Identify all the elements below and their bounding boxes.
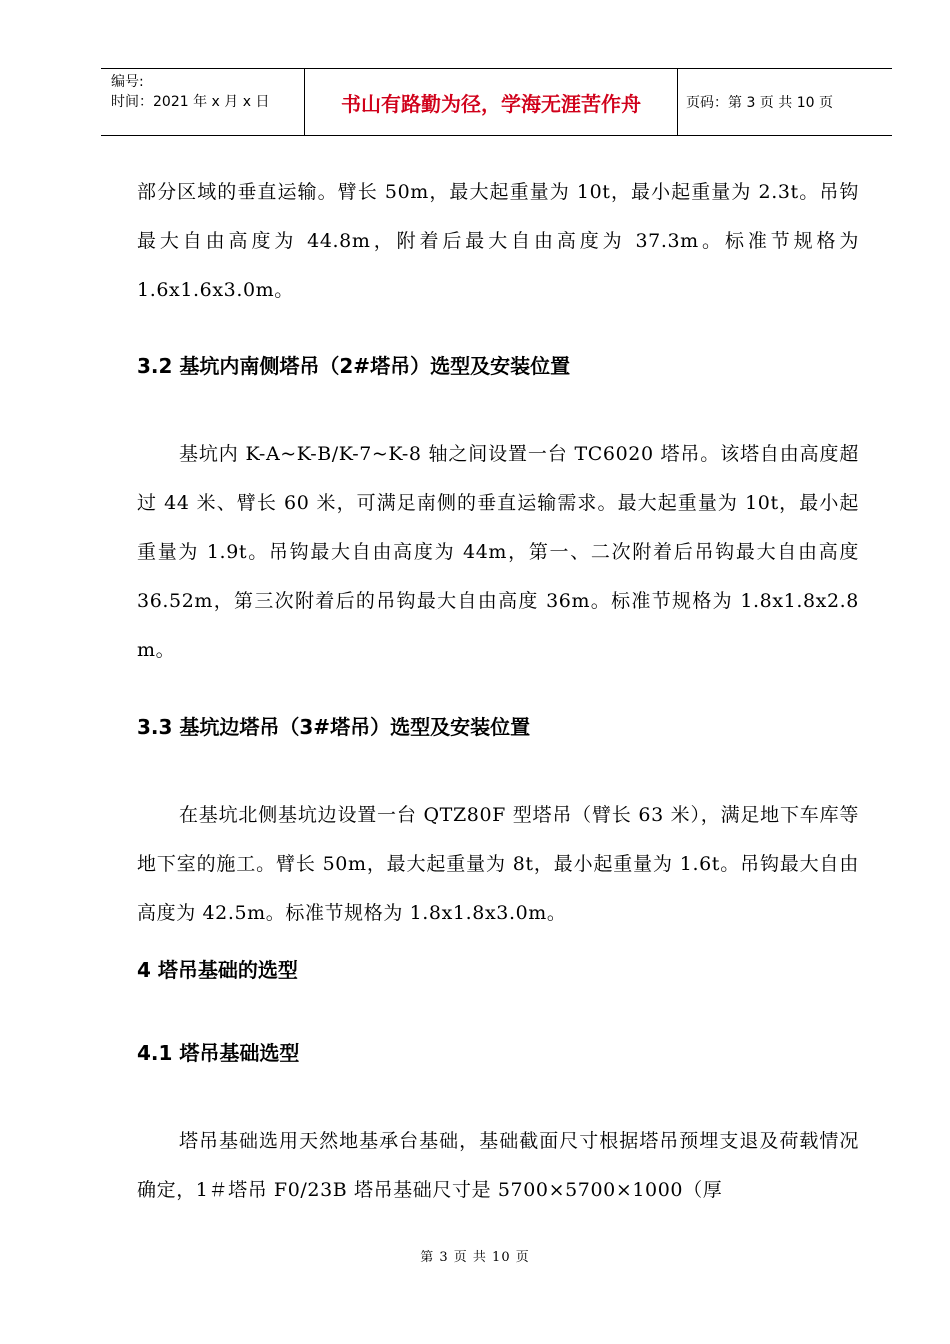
page-footer: 第 3 页 共 10 页 — [420, 1250, 530, 1265]
section-heading-3-2: 3.2 基坑内南侧塔吊（2#塔吊）选型及安装位置 — [137, 354, 571, 378]
header-meta — [101, 69, 304, 135]
paragraph-2: 基坑内 K-A~K-B/K-7~K-8 轴之间设置一台 TC6020 塔吊。该塔自由高度超过 44 米、臂长 60 米，可满足南侧的垂直运输需求。最大起重量为 10t，最小起重量为 1.9t。吊钩最大自由高度为 44m，第一、二次附着后吊钩最大自由高度 36.52m，第三次附着后的吊钩最大自由高度 36m。标准节规格为 1.8x1.8x2.8 m。 — [137, 443, 859, 661]
header-page-number: 页码：第 3 页 共 10 页 — [686, 95, 833, 111]
paragraph-1: 部分区域的垂直运输。臂长 50m，最大起重量为 10t，最小起重量为 2.3t。吊钩最大自由高度为 44.8m，附着后最大自由高度为 37.3m。标准节规格为 1.6x1.6x3.0m。 — [137, 181, 859, 301]
paragraph-3: 在基坑北侧基坑边设置一台 QTZ80F 型塔吊（臂长 63 米），满足地下车库等地下室的施工。臂长 50m，最大起重量为 8t，最小起重量为 1.6t。吊钩最大自由高度为 42.5m。标准节规格为 1.8x1.8x3.0m。 — [137, 804, 859, 924]
header-motto: 书山有路勤为径，学海无涯苦作舟 — [304, 69, 678, 135]
section-heading-3-3: 3.3 基坑边塔吊（3#塔吊）选型及安装位置 — [137, 715, 531, 739]
paragraph-4: 塔吊基础选用天然地基承台基础，基础截面尺寸根据塔吊预埋支退及荷载情况确定，1＃塔吊 F0/23B 塔吊基础尺寸是 5700×5700×1000（厚 — [137, 1130, 859, 1201]
page-header — [101, 68, 892, 136]
section-heading-4-1: 4.1 塔吊基础选型 — [137, 1041, 300, 1065]
section-heading-4: 4 塔吊基础的选型 — [137, 958, 298, 982]
document-number-label: 编号: — [111, 74, 144, 90]
document-date-label: 时间：2021 年 x 月 x 日 — [111, 94, 270, 110]
